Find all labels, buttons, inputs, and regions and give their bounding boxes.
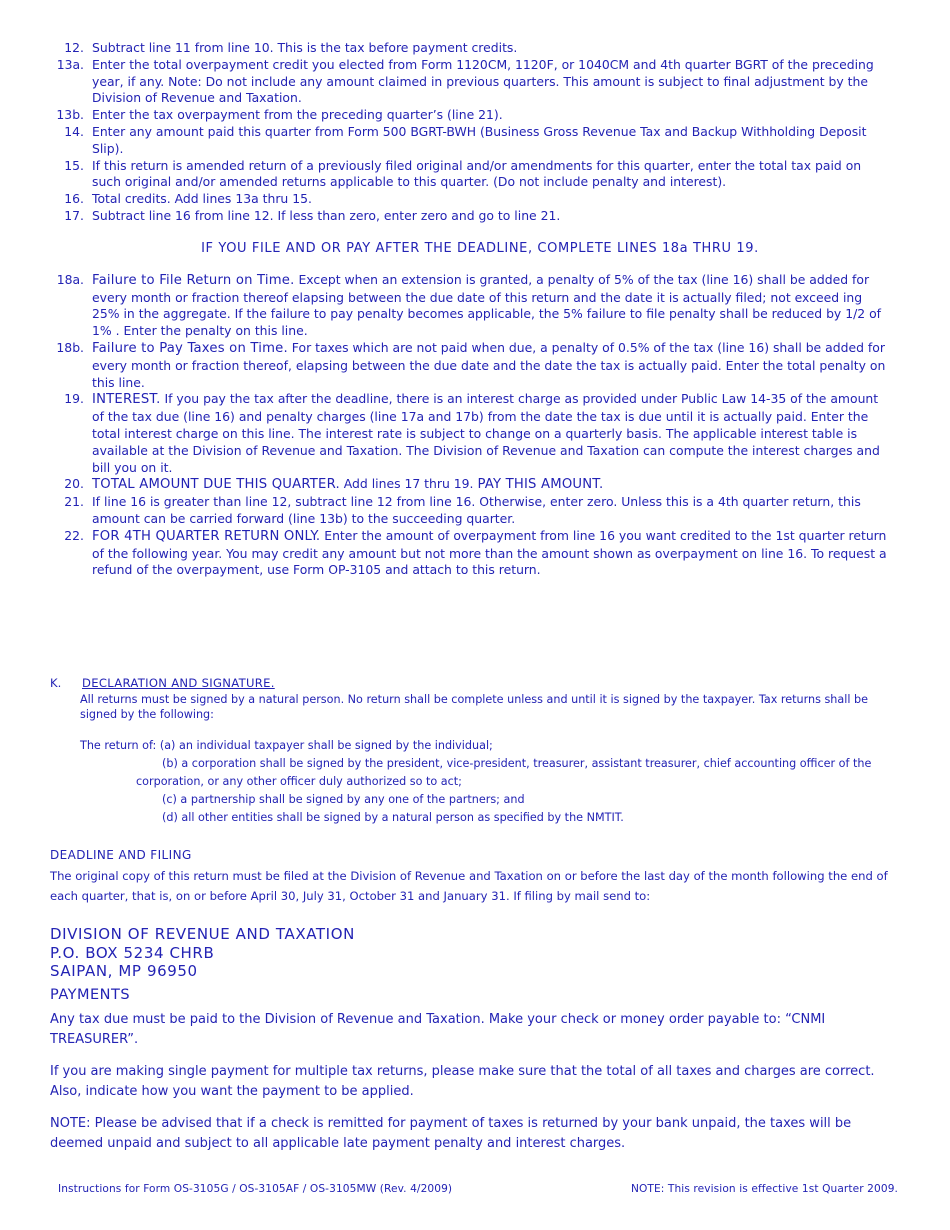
payments-paragraph: If you are making single payment for multiple tax returns, please make sure that the total of all taxes and charges are correct. Also, indicate how you want the payment to be applied. [50, 1064, 875, 1099]
line-lead: TOTAL AMOUNT DUE THIS QUARTER. [92, 477, 340, 493]
return-b: (b) a corporation shall be signed by the president, vice-president, treasurer, assistant treasurer, chief accounting officer of the [162, 756, 872, 770]
payments-section [50, 987, 902, 1166]
line-item [50, 124, 890, 158]
line-text: Enter the total overpayment credit you elected from Form 1120CM, 1120F, or 1040CM and 4th quarter BGRT of the preceding year, if any. Note: Do not include any amount claimed in previous quarters. This amount is subject to final adjustment by the Division of Revenue and Taxation. [92, 56, 874, 106]
line-text: Enter the amount of overpayment from line 16 you want credited to the 1st quarter return of the following year. You may credit any amount but not more than the amount shown as overpayment on line 16. To request a refund of the overpayment, use Form OP-3105 and attach to this return. [92, 527, 887, 578]
line-text: If line 16 is greater than line 12, subtract line 12 from line 16. Otherwise, enter zero. Unless this is a 4th quarter return, this amount can be carried forward (line 13b) to the succeeding quarter. [92, 494, 861, 526]
line-number: 13b. [56, 107, 84, 123]
line-number: 17. [64, 207, 84, 223]
line-number: 19. [64, 391, 84, 407]
section-title: DECLARATION AND SIGNATURE. [82, 676, 275, 690]
payments-heading: PAYMENTS [50, 987, 131, 1003]
line-item [50, 208, 890, 225]
deadline-text: The original copy of this return must be filed at the Division of Revenue and Taxation on or before the last day of the month following the end of each quarter, that is, on or before April 30, July 31, October 31 and January 31. If filing by mail send to: [50, 869, 888, 903]
line-text: Subtract line 16 from line 12. If less than zero, enter zero and go to line 21. [92, 207, 561, 223]
line-lead: FOR 4TH QUARTER RETURN ONLY. [92, 528, 321, 544]
line-item [50, 158, 890, 192]
return-a: The return of: (a) an individual taxpayer shall be signed by the individual; [80, 738, 493, 752]
line-number: 15. [64, 157, 84, 173]
line-item [50, 494, 890, 528]
instruction-lines [50, 40, 890, 579]
line-item [50, 57, 890, 107]
section-letter: K. [50, 676, 62, 690]
line-item [50, 107, 890, 124]
line-number: 13a. [56, 56, 84, 72]
line-item [50, 40, 890, 57]
line-number: 18a. [56, 271, 84, 287]
line-number: 14. [64, 123, 84, 139]
line-number: 12. [64, 40, 84, 55]
return-c: (c) a partnership shall be signed by any one of the partners; and [162, 792, 525, 806]
line-text: Enter the tax overpayment from the preceding quarter’s (line 21). [92, 107, 503, 123]
line-text: If this return is amended return of a previously filed original and/or amendments for this quarter, enter the total tax paid on such original and/or amended returns applicable to this quarter. (Do not include penalty and interest). [92, 157, 862, 190]
deadline-heading: DEADLINE AND FILING [50, 848, 192, 862]
line-text: Total credits. Add lines 13a thru 15. [92, 191, 312, 207]
line-text: Add lines 17 thru 19. [339, 476, 478, 492]
declaration-body: All returns must be signed by a natural person. No return shall be complete unless and until it is signed by the taxpayer. Tax returns shall be signed by the following: [80, 692, 868, 721]
line-number: 21. [64, 494, 84, 510]
deadline-section [50, 848, 900, 906]
line-item [50, 528, 890, 579]
line-number: 20. [64, 476, 84, 492]
line-number: 18b. [56, 339, 84, 355]
line-item [50, 391, 890, 476]
payments-paragraph: Any tax due must be paid to the Division of Revenue and Taxation. Make your check or money order payable to: “CNMI TREASURER”. [50, 1012, 826, 1047]
line-text: Enter any amount paid this quarter from Form 500 BGRT-BWH (Business Gross Revenue Tax and Backup Withholding Deposit Slip). [92, 123, 867, 156]
line-lead: Failure to File Return on Time. [92, 272, 295, 288]
line-lead: INTEREST. [92, 392, 161, 408]
line-text: Except when an extension is granted, a penalty of 5% of the tax (line 16) shall be added for every month or fraction thereof elapsing between the due date of this return and the date it is actually filed; not exceed ing 25% in the aggregate. If the failure to pay penalty becomes applicable, the 5% failure to file penalty shall be reduced by 1/2 of 1% . Enter the penalty on this line. [92, 271, 882, 339]
address-line: SAIPAN, MP 96950 [50, 962, 198, 980]
return-d: (d) all other entities shall be signed by a natural person as specified by the NMTIT. [162, 810, 624, 824]
return-signers [80, 737, 890, 827]
late-filing-heading: IF YOU FILE AND OR PAY AFTER THE DEADLINE, COMPLETE LINES 18a THRU 19. [201, 240, 759, 256]
payments-note: NOTE: Please be advised that if a check is remitted for payment of taxes is returned by your bank unpaid, the taxes will be deemed unpaid and subject to all applicable late payment penalty and interest charges. [50, 1116, 852, 1151]
line-item [50, 191, 890, 208]
footer-form-reference: Instructions for Form OS-3105G / OS-3105AF / OS-3105MW (Rev. 4/2009) [58, 1183, 453, 1195]
line-item [50, 272, 890, 340]
address-line: P.O. BOX 5234 CHRB [50, 943, 215, 962]
line-lead: Failure to Pay Taxes on Time. [92, 340, 288, 356]
line-lead-pay: PAY THIS AMOUNT. [477, 477, 604, 493]
footer-revision-note: NOTE: This revision is effective 1st Quarter 2009. [630, 1183, 898, 1195]
line-item [50, 476, 890, 494]
line-text: For taxes which are not paid when due, a penalty of 0.5% of the tax (line 16) shall be added for every month or fraction thereof, elapsing between the due date and the date the tax is actually paid. Enter the total penalty on this line. [92, 339, 886, 390]
line-item [50, 340, 890, 391]
line-text: If you pay the tax after the deadline, there is an interest charge as provided under Public Law 14-35 of the amount of the tax due (line 16) and penalty charges (line 17a and 17b) from the date the tax is due until it is actually paid. Enter the total interest charge on this line. The interest rate is subject to change on a quarterly basis. The applicable interest table is available at the Division of Revenue and Taxation. The Division of Revenue and Taxation can compute the interest charges and bill you on it. [92, 391, 880, 475]
line-number: 16. [64, 191, 84, 207]
mailing-address [50, 925, 355, 981]
address-line: DIVISION OF REVENUE AND TAXATION [50, 925, 355, 943]
declaration-section [50, 676, 890, 827]
page-footer [58, 1183, 898, 1195]
return-b-continued: corporation, or any other officer duly authorized so to act; [136, 774, 462, 788]
line-text: Subtract line 11 from line 10. This is the tax before payment credits. [92, 40, 518, 55]
line-number: 22. [64, 527, 84, 543]
